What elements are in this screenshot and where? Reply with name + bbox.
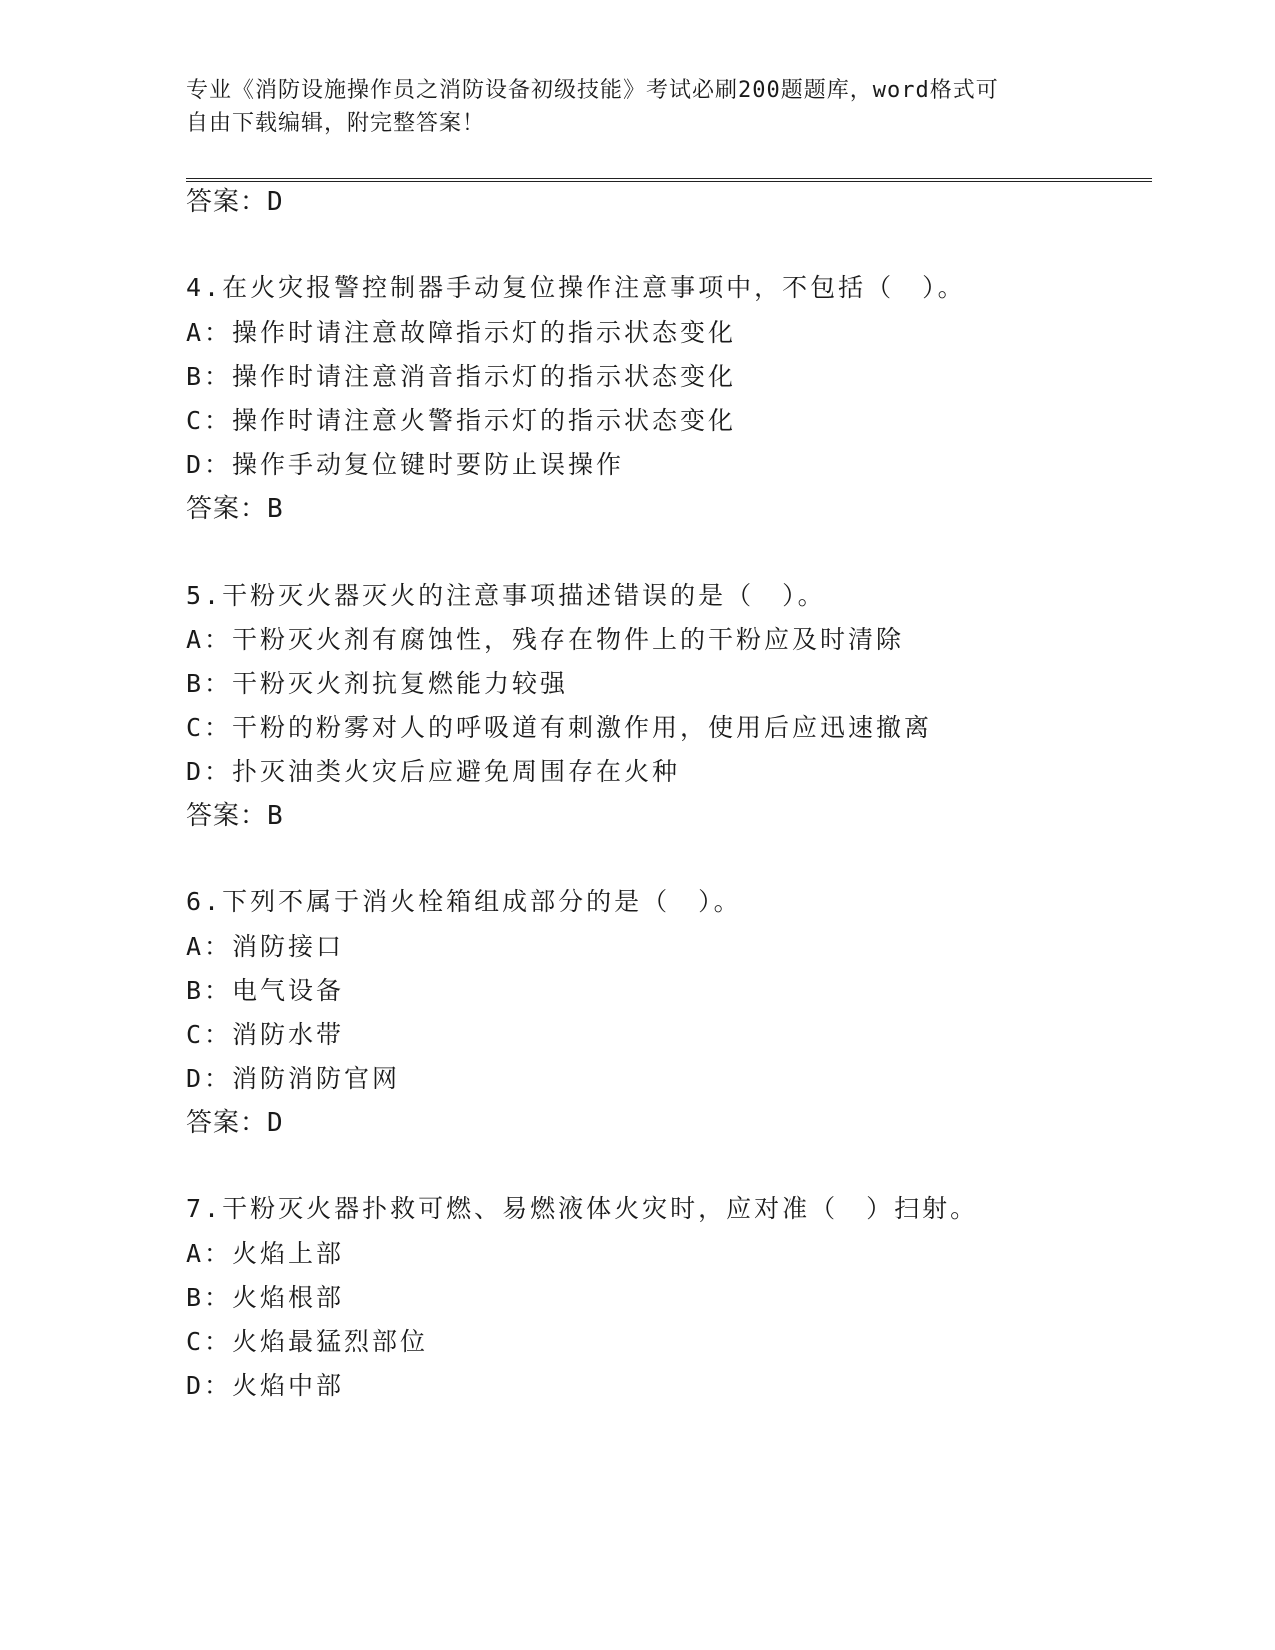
question-6-stem: 6.下列不属于消火栓箱组成部分的是（ ）。: [186, 887, 742, 916]
question-6-option-a: A：消防接口: [186, 932, 345, 961]
question-7-stem: 7.干粉灭火器扑救可燃、易燃液体火灾时，应对准（ ）扫射。: [186, 1194, 979, 1223]
question-7-option-a: A：火焰上部: [186, 1239, 345, 1268]
answer-q5: 答案：B: [186, 801, 284, 831]
header-title-line-1: 专业《消防设施操作员之消防设备初级技能》考试必刷200题题库，word格式可: [186, 78, 999, 103]
header-divider: [186, 178, 1152, 182]
question-5-option-c: C：干粉的粉雾对人的呼吸道有刺激作用，使用后应迅速撤离: [186, 713, 933, 742]
question-5-stem: 5.干粉灭火器灭火的注意事项描述错误的是（ ）。: [186, 581, 826, 610]
answer-q4: 答案：B: [186, 494, 284, 524]
question-4-option-c: C：操作时请注意火警指示灯的指示状态变化: [186, 406, 737, 435]
answer-q3: 答案：D: [186, 187, 284, 217]
question-5-option-d: D：扑灭油类火灾后应避免周围存在火种: [186, 757, 681, 786]
question-5-option-a: A：干粉灭火剂有腐蚀性，残存在物件上的干粉应及时清除: [186, 625, 905, 654]
question-6-option-b: B：电气设备: [186, 976, 345, 1005]
question-7-option-c: C：火焰最猛烈部位: [186, 1327, 429, 1356]
question-4-option-d: D：操作手动复位键时要防止误操作: [186, 450, 625, 479]
document-header: [186, 74, 1086, 140]
answer-q6: 答案：D: [186, 1108, 284, 1138]
question-4-stem: 4.在火灾报警控制器手动复位操作注意事项中，不包括（ ）。: [186, 273, 966, 302]
question-6-option-d: D：消防消防官网: [186, 1064, 401, 1093]
question-6-option-c: C：消防水带: [186, 1020, 345, 1049]
question-7-option-d: D：火焰中部: [186, 1371, 345, 1400]
question-7-option-b: B：火焰根部: [186, 1283, 345, 1312]
question-4-option-a: A：操作时请注意故障指示灯的指示状态变化: [186, 318, 737, 347]
header-title-line-2: 自由下载编辑，附完整答案！: [186, 111, 486, 136]
question-5-option-b: B：干粉灭火剂抗复燃能力较强: [186, 669, 569, 698]
question-4-option-b: B：操作时请注意消音指示灯的指示状态变化: [186, 362, 737, 391]
